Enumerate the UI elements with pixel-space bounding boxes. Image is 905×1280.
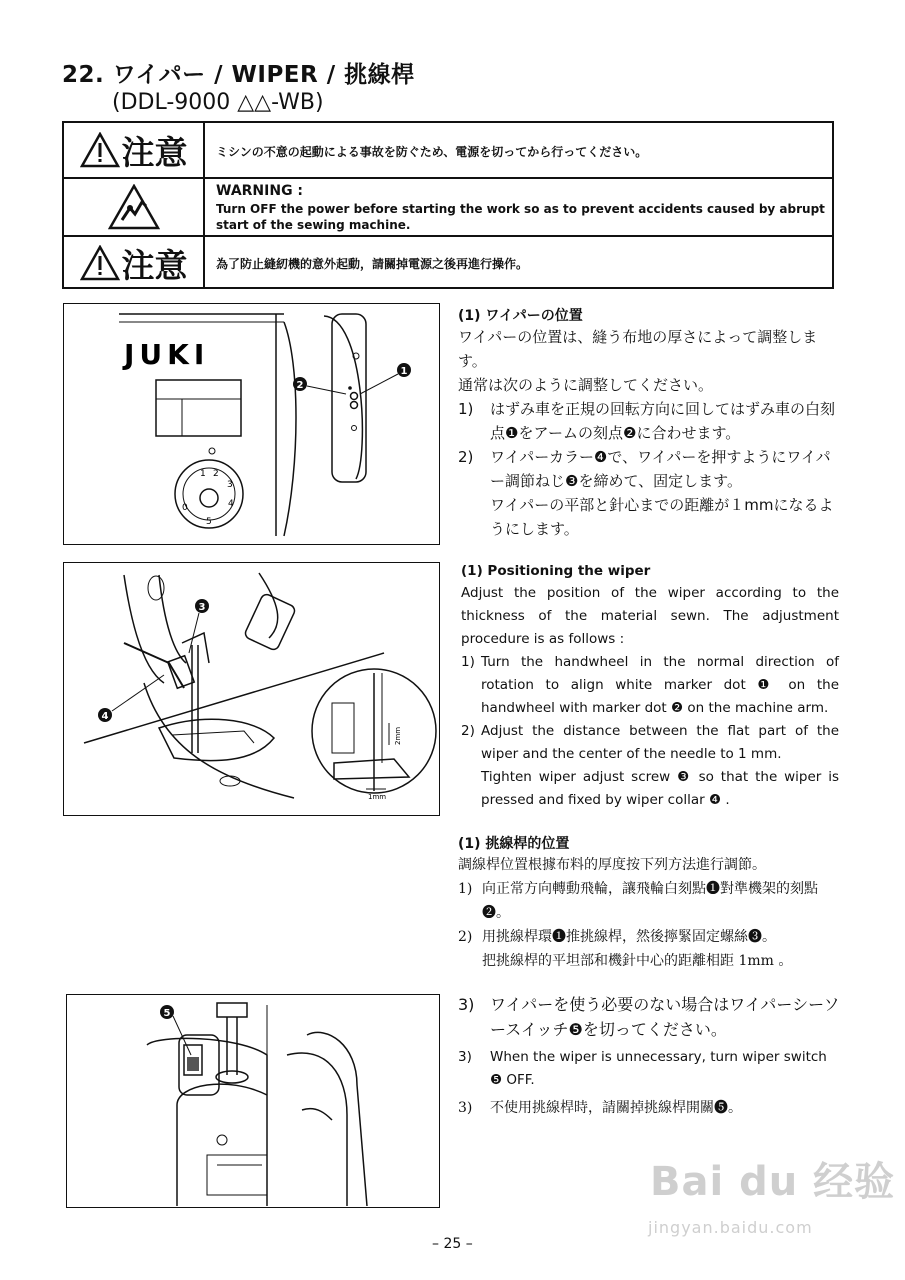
list-item: 1) Turn the handwheel in the normal direction of rotation to align white marker dot ❶ on the handwheel with marker dot ❷ on the machine arm. [461, 654, 839, 716]
dim-1mm: 1mm [368, 793, 387, 801]
caution-text-zh: 為了防止縫紉機的意外起動，請關掉電源之後再進行操作。 [216, 257, 529, 271]
caution-label [64, 123, 205, 177]
watermark-logo: Bai du 经验 [650, 1159, 896, 1205]
electric-hazard-icon [108, 184, 160, 230]
list-item: 1) はずみ車を正規の回転方向に回してはずみ車の白刻点❶をアームの刻点❷に合わせます。 [458, 400, 836, 442]
list-item: 2) 用挑線桿環❶推挑線桿，然後擰緊固定螺絲❸。 把挑線桿的平坦部和機針中心的距離相距 1mm 。 [458, 929, 793, 969]
warning-triangle-icon [80, 132, 120, 168]
jp-heading: (1) ワイパーの位置 [458, 308, 583, 324]
dial-number: 3 [227, 480, 233, 490]
caution-label-text: 注意 [121, 132, 188, 172]
dial-number: 2 [213, 469, 219, 479]
figure-wiper-switch [66, 994, 440, 1208]
zh-heading: (1) 挑線桿的位置 [458, 836, 570, 852]
watermark-url: jingyan.baidu.com [648, 1218, 813, 1237]
jp-intro2: 通常は次のように調整してください。 [458, 376, 714, 394]
dial-number: 0 [182, 503, 188, 513]
figure-wiper [63, 562, 440, 816]
warning-triangle-icon [80, 245, 120, 281]
warning-text-en: Turn OFF the power before starting the work so as to prevent accidents caused by abrupt start of the sewing machine. [216, 202, 825, 232]
en-heading: (1) Positioning the wiper [461, 563, 651, 579]
en-intro: Adjust the position of the wiper according to the thickness of the material sewn. The adjustment procedure is as follows : [461, 585, 839, 647]
marker-2: 2 [296, 380, 304, 391]
wiper-switch-illustration [67, 995, 438, 1206]
handwheel-illustration [64, 304, 438, 543]
list-item: 2) Adjust the distance between the flat part of the wiper and the center of the needle to 1 mm. Tighten wiper adjust screw ❸ so that the wiper is pressed and fixed by wiper collar ❹ . [461, 723, 839, 808]
warning-heading: WARNING : [216, 183, 304, 199]
figure-handwheel [63, 303, 440, 545]
list-item: 2) ワイパーカラー❹で、ワイパーを押すようにワイパー調節ねじ❸を締めて、固定します。 ワイパーの平部と針心までの距離が１mmになるようにします。 [458, 448, 834, 538]
marker-1: 1 [400, 366, 408, 377]
section3-list [458, 992, 842, 1120]
zh-step2-extra: 把挑線桿的平坦部和機針中心的距離相距 1mm 。 [482, 953, 793, 969]
dial-number: 1 [200, 469, 206, 479]
section-3 [458, 992, 842, 1120]
dim-2mm: 2mm [394, 726, 402, 745]
list-item: 3) When the wiper is unnecessary, turn wiper switch ❺ OFF. [458, 1049, 827, 1088]
caution-text-jp: ミシンの不意の起動による事故を防ぐため、電源を切ってから行ってください。 [216, 145, 648, 159]
wiper-illustration [64, 563, 438, 814]
section-en [461, 560, 839, 812]
list-item: 3) 不使用挑線桿時，請關掉挑線桿開關❺。 [458, 1100, 742, 1116]
juki-logo: JUKI [124, 338, 210, 371]
en-step2-extra: Tighten wiper adjust screw ❸ so that the wiper is pressed and fixed by wiper collar ❹ . [481, 769, 839, 808]
marker-5: 5 [163, 1008, 171, 1019]
warning-box [62, 121, 834, 289]
zh-steps [458, 877, 838, 973]
dial-number: 4 [228, 499, 234, 509]
list-item: 3) ワイパーを使う必要のない場合はワイパーシーソースイッチ❺を切ってください。 [458, 995, 840, 1039]
jp-step2-extra: ワイパーの平部と針心までの距離が１mmになるようにします。 [490, 496, 834, 538]
page-number: – 25 – [432, 1236, 473, 1252]
section-title: 22. ワイパー / WIPER / 挑線桿 [62, 62, 415, 88]
jp-steps [458, 397, 838, 541]
marker-4: 4 [101, 711, 109, 722]
caution-row-zh [64, 237, 832, 289]
en-steps [461, 651, 839, 812]
jp-intro: ワイパーの位置は、縫う布地の厚さによって調整します。 [458, 328, 818, 370]
zh-intro: 調線桿位置根據布料的厚度按下列方法進行調節。 [458, 857, 766, 873]
dial-number: 5 [206, 517, 212, 527]
section-zh [458, 833, 838, 973]
caution-label-zh [64, 237, 205, 289]
caution-label-text: 注意 [121, 245, 188, 285]
warning-icon-cell [64, 179, 205, 235]
section-jp [458, 305, 838, 541]
warning-row-en [64, 179, 832, 237]
list-item: 1) 向正常方向轉動飛輪，讓飛輪白刻點❶對準機架的刻點❷。 [458, 881, 818, 921]
marker-3: 3 [198, 602, 206, 613]
caution-row-jp [64, 123, 832, 179]
model-subtitle: (DDL-9000 △△-WB) [112, 90, 324, 115]
